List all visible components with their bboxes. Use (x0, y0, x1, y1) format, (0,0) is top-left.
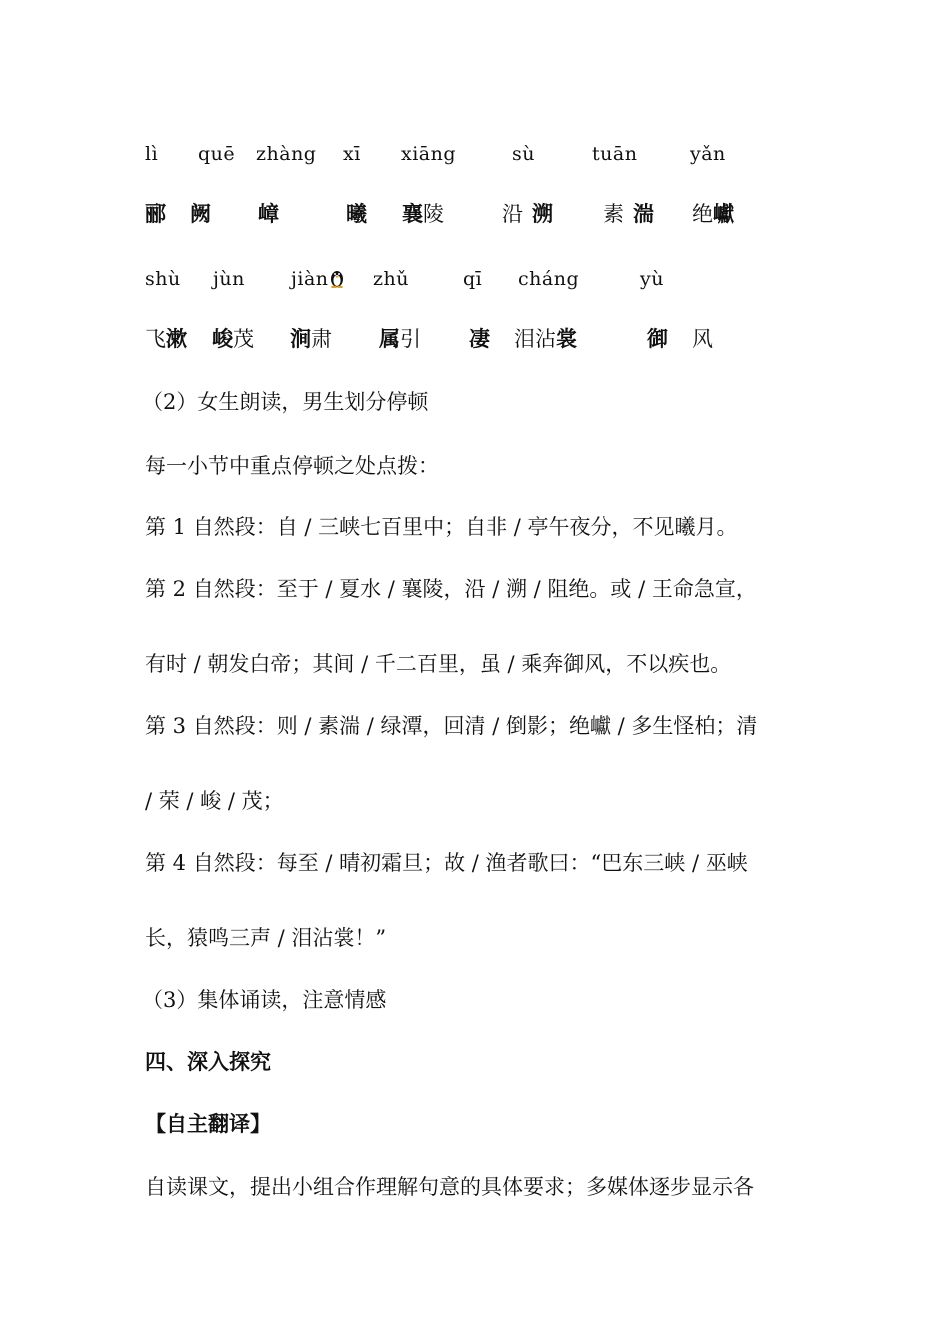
char-group (647, 325, 668, 353)
subsection-heading: 【自主翻译】 (145, 1111, 271, 1136)
bold-char: 属 (379, 326, 400, 351)
paragraph-para4-line2: 长，猿鸣三声 / 泪沾裳！” (145, 926, 387, 950)
char-group (290, 325, 332, 353)
penguin-icon (329, 268, 345, 296)
paragraph-para4-line1: 第 4 自然段：每至 / 晴初霜旦；故 / 渔者歌曰：“巴东三峡 / 巫峡 (145, 851, 748, 875)
char-group (692, 200, 734, 228)
pinyin: cháng (518, 268, 580, 290)
plain-char: 陵 (423, 202, 444, 226)
pinyin: shù (145, 268, 181, 290)
bold-char: 溯 (532, 201, 553, 226)
bold-char: 裳 (556, 326, 577, 351)
bold-char: 嶂 (258, 201, 279, 226)
char-group (692, 325, 713, 353)
char-group (469, 325, 490, 353)
paragraph-last: 自读课文，提出小组合作理解句意的具体要求；多媒体逐步显示各 (145, 1175, 754, 1199)
pinyin: quē (198, 143, 236, 165)
paragraph-female-read: （2）女生朗读，男生划分停顿 (142, 390, 429, 414)
paragraph-para2-line1: 第 2 自然段：至于 / 夏水 / 襄陵，沿 / 溯 / 阻绝。或 / 王命急宣， (145, 577, 757, 601)
char-group (514, 325, 577, 353)
plain-char: 飞 (145, 327, 166, 351)
bold-char: 御 (647, 326, 668, 351)
paragraph-para2-line2: 有时 / 朝发白帝；其间 / 千二百里，虽 / 乘奔御风，不以疾也。 (145, 652, 732, 676)
pinyin: sù (512, 143, 535, 165)
char-group (502, 200, 553, 228)
plain-char: 风 (692, 327, 713, 351)
pinyin: zhǔ (373, 268, 409, 290)
pinyin: jùn (213, 268, 245, 290)
bold-char: 凄 (469, 326, 490, 351)
char-group (190, 200, 211, 228)
paragraph-hint: 每一小节中重点停顿之处点拨： (145, 454, 439, 478)
char-group (145, 200, 166, 228)
bold-char: 湍 (633, 201, 654, 226)
pinyin-text: jiàn (291, 268, 329, 290)
bold-char: 峻 (212, 326, 233, 351)
pinyin: yǎn (690, 143, 726, 165)
char-group (346, 200, 367, 228)
bold-char: 漱 (166, 326, 187, 351)
pinyin (291, 265, 345, 296)
char-group (145, 325, 187, 353)
bold-char: 涧 (290, 326, 311, 351)
pinyin: yù (640, 268, 664, 290)
pinyin: xī (343, 143, 361, 165)
bold-char: 阙 (190, 201, 211, 226)
paragraph-para3-line1: 第 3 自然段：则 / 素湍 / 绿潭，回清 / 倒影；绝巘 / 多生怪柏；清 (145, 714, 758, 738)
paragraph-para3-line2: / 荣 / 峻 / 茂； (145, 789, 284, 813)
char-group (603, 200, 654, 228)
section-heading: 四、深入探究 (145, 1049, 271, 1074)
pinyin: tuān (592, 143, 638, 165)
bold-char: 巘 (713, 201, 734, 226)
plain-char: 泪沾 (514, 327, 556, 351)
plain-char: 素 (603, 202, 624, 226)
plain-char: 茂 (233, 327, 254, 351)
plain-char: 引 (400, 327, 421, 351)
char-group (379, 325, 421, 353)
pinyin: zhàng (256, 143, 317, 165)
bold-char: 曦 (346, 201, 367, 226)
plain-char: 绝 (692, 202, 713, 226)
char-group (402, 200, 444, 228)
paragraph-group-read: （3）集体诵读，注意情感 (142, 988, 387, 1012)
pinyin: lì (145, 143, 159, 165)
paragraph-para1: 第 1 自然段：自 / 三峡七百里中；自非 / 亭午夜分，不见曦月。 (145, 515, 738, 539)
plain-char: 肃 (311, 327, 332, 351)
bold-char: 襄 (402, 201, 423, 226)
char-group (212, 325, 254, 353)
pinyin: xiāng (401, 143, 457, 165)
plain-char: 沿 (502, 202, 523, 226)
pinyin: qī (463, 268, 483, 290)
bold-char: 郦 (145, 201, 166, 226)
char-group (258, 200, 279, 228)
